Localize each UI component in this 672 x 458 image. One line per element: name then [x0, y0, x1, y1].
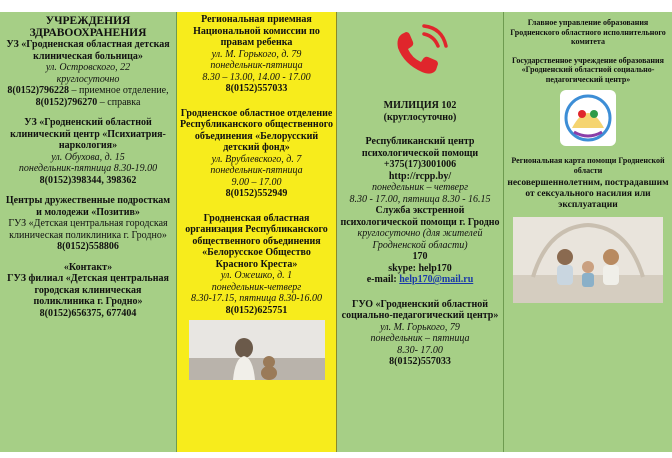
org-phone-line	[4, 97, 172, 109]
org-phone-note: – справка	[97, 96, 141, 108]
org-hours: 8.30- 17.00	[397, 344, 443, 356]
org-days: понедельник-пятница	[210, 60, 303, 71]
health-heading: УЧРЕЖДЕНИЯ ЗДРАВООХРАНЕНИЯ	[29, 15, 147, 39]
org-name: Региональная приемная Национальной комиссии по правам ребенка	[193, 14, 320, 48]
org-name: ГУО «Гродненский областной социально-педагогический центр»	[341, 298, 499, 321]
skype-contact: skype: help170	[388, 262, 452, 274]
help-services-column	[337, 12, 504, 452]
org-phone-line	[4, 85, 172, 97]
organizations-column	[177, 12, 337, 452]
org-name: Гродненская областная организация Республиканского общественного объединения «Белорусское Общество Красного Креста»	[185, 212, 328, 270]
org-address: ул. Обухова, д. 15	[51, 151, 125, 163]
org-days: понедельник – четверг	[371, 182, 469, 193]
phone-handset-icon	[388, 24, 452, 80]
org-name: УЗ «Гродненская областная детская клиническая больница»	[6, 39, 170, 62]
page-subtitle: несовершеннолетним, пострадавшим от сексуального насилия или эксплуатации	[507, 178, 669, 210]
org-days: понедельник – пятница	[370, 333, 470, 344]
org-phone: 8(0152)625751	[225, 304, 288, 316]
org-phone: 8(0152)656375, 677404	[39, 307, 137, 319]
org-hours: 9.00 – 17.00	[231, 176, 282, 188]
org-hours: 8.30-17.15, пятница 8.30-16.00	[190, 293, 323, 304]
org-name: Служба экстренной психологической помощи г. Гродно	[340, 205, 500, 228]
org-phone: 170	[412, 251, 428, 262]
org-hours: круглосуточно (для жителей Гродненской области)	[357, 228, 483, 251]
family-photo	[513, 217, 663, 303]
org-name: Республиканский центр психологической помощи	[361, 136, 479, 159]
police-number: МИЛИЦИЯ 102	[383, 100, 457, 111]
child-with-teddy-photo	[189, 320, 325, 380]
org-name: УЗ «Гродненский областной клинический центр «Психиатрия-наркология»	[10, 117, 166, 151]
health-column	[0, 12, 177, 452]
center-emblem-logo	[552, 88, 624, 148]
org-phone: 8(0152)796270	[35, 96, 98, 108]
org-address: ул. Островского, 22	[45, 62, 131, 73]
org-phone: 8(0152)398344, 398362	[39, 174, 137, 186]
page-title: Региональная карта помощи Гродненской области	[511, 156, 665, 175]
org-phone-note: – приемное отделение,	[69, 85, 169, 96]
org-phone: 8(0152)552949	[225, 188, 288, 199]
org-name: Гродненское областное отделение Республиканского общественного объединения «Белорусский детский фонд»	[180, 107, 333, 153]
org-address: ул. М. Горького, 79	[380, 321, 460, 333]
org-phone: 8(0152)557033	[225, 83, 288, 94]
org-address: ул. М. Горького, д. 79	[211, 48, 302, 60]
org-phone: +375(17)3001006	[383, 159, 457, 170]
org-body: ГУЗ «Детская центральная городская клиническая поликлиника г. Гродно»	[8, 218, 168, 241]
police-hours: (круглосуточно)	[383, 111, 457, 123]
org-phone: 8(0152)558806	[57, 241, 119, 252]
email-line	[340, 274, 500, 286]
org-hours: 8.30 - 17.00, пятница 8.30 - 16.15	[349, 193, 491, 205]
org-phone: 8(0152)796228	[7, 85, 70, 96]
title-column	[504, 12, 672, 452]
org-name: Центры дружественные подросткам и молодежи «Позитив»	[5, 195, 171, 218]
org-hours: круглосуточно	[56, 73, 120, 85]
org-phone: 8(0152)557033	[389, 356, 451, 367]
org-hours: 8.30 – 13.00, 14.00 - 17.00	[202, 71, 311, 83]
email-link[interactable]: help170@mail.ru	[399, 274, 474, 285]
org-website: http://rcpp.by/	[388, 170, 452, 182]
org-address: ул. Ожешко, д. 1	[220, 270, 293, 281]
org-address: ул. Врублевского, д. 7	[211, 153, 302, 165]
org-body: ГУЗ филиал «Детская центральная городская клиническая поликлиника г. Гродно»	[7, 273, 169, 307]
org-name: «Контакт»	[63, 261, 113, 273]
org-days: понедельник-четверг	[211, 281, 302, 293]
institution-name: Государственное учреждение образования «Гродненский областной социально-педагогический центр»	[512, 55, 664, 84]
org-days: понедельник-пятница	[210, 165, 303, 176]
email-label: e-mail:	[366, 274, 400, 285]
department-name: Главное управление образования Гродненского областного исполнительного комитета	[510, 18, 666, 46]
org-hours: понедельник-пятница 8.30-19.00	[18, 163, 158, 174]
